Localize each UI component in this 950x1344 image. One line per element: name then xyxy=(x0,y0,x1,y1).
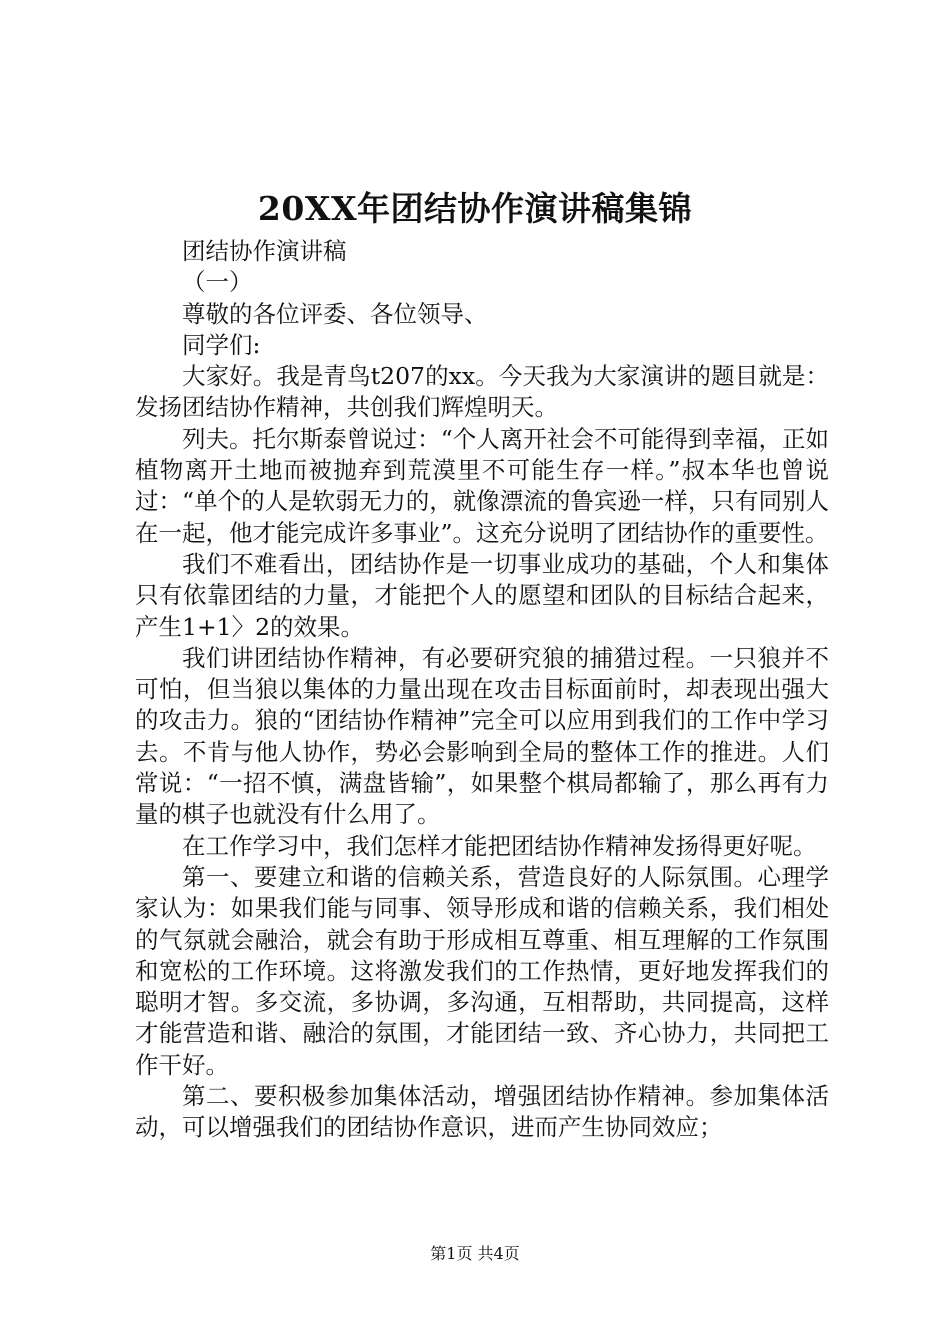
paragraph: 第一、要建立和谐的信赖关系，营造良好的人际氛围。心理学家认为：如果我们能与同事、领导形成和谐的信赖关系，我们相处的气氛就会融洽，就会有助于形成相互尊重、相互理解的工作氛围和宽松的工作环境。这将激发我们的工作热情，更好地发挥我们的聪明才智。多交流，多协调，多沟通，互相帮助，共同提高，这样才能营造和谐、融洽的氛围，才能团结一致、齐心协力，共同把工作干好。 xyxy=(135,862,829,1079)
paragraph: 我们讲团结协作精神，有必要研究狼的捕猎过程。一只狼并不可怕，但当狼以集体的力量出现在攻击目标面前时，却表现出强大的攻击力。狼的“团结协作精神”完全可以应用到我们的工作中学习去。不肯与他人协作，势必会影响到全局的整体工作的推进。人们常说：“一招不慎，满盘皆输”，如果整个棋局都输了，那么再有力量的棋子也就没有什么用了。 xyxy=(135,643,829,829)
paragraph: 我们不难看出，团结协作是一切事业成功的基础，个人和集体只有依靠团结的力量，才能把个人的愿望和团队的目标结合起来，产生1+1〉2的效果。 xyxy=(135,549,829,641)
paragraph: 在工作学习中，我们怎样才能把团结协作精神发扬得更好呢。 xyxy=(182,831,817,860)
section-number: （一） xyxy=(182,268,253,297)
document-title: 20XX年团结协作演讲稿集锦 xyxy=(257,189,693,228)
paragraph: 列夫。托尔斯泰曾说过：“个人离开社会不可能得到幸福，正如植物离开土地而被抛弃到荒漠里不可能生存一样。”叔本华也曾说过：“单个的人是软弱无力的，就像漂流的鲁宾逊一样，只有同别人在一起，他才能完成许多事业”。这充分说明了团结协作的重要性。 xyxy=(135,424,829,547)
paragraph: 大家好。我是青鸟t207的xx。今天我为大家演讲的题目就是：发扬团结协作精神，共创我们辉煌明天。 xyxy=(135,362,829,422)
paragraph: 第二、要积极参加集体活动，增强团结协作精神。参加集体活动，可以增强我们的团结协作意识，进而产生协同效应； xyxy=(135,1082,829,1142)
salutation-line-2: 同学们: xyxy=(182,330,261,359)
document-body xyxy=(135,236,829,1144)
page-footer: 第1页 共4页 xyxy=(430,1244,520,1263)
salutation-line-1: 尊敬的各位评委、各位领导、 xyxy=(182,299,488,328)
speech-subtitle: 团结协作演讲稿 xyxy=(182,237,347,265)
